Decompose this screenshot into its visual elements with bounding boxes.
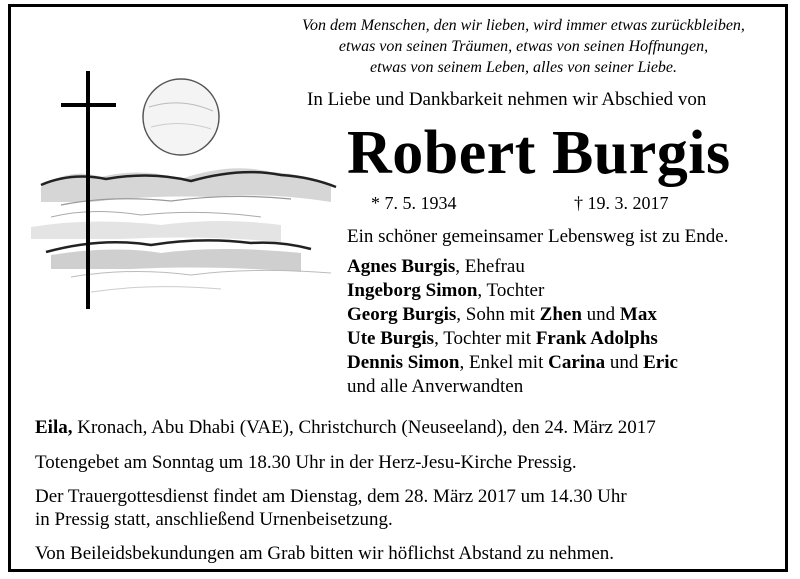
deceased-name: Robert Burgis: [347, 119, 731, 187]
mourner-others: und alle Anverwandten: [347, 376, 524, 397]
sun-sketch: [143, 79, 219, 155]
lifeline-text: Ein schöner gemeinsamer Lebensweg ist zu Ende.: [347, 226, 729, 247]
mourner-georg: Georg Burgis, Sohn mit Zhen und Max: [347, 304, 657, 325]
landscape-artwork: [31, 67, 351, 317]
mourner-ingeborg: Ingeborg Simon, Tochter: [347, 280, 545, 301]
places-date-line: Eila, Kronach, Abu Dhabi (VAE), Christchurch (Neuseeland), den 24. März 2017: [35, 417, 656, 438]
condolence-request: Von Beileidsbekundungen am Grab bitten wir höflichst Abstand zu nehmen.: [35, 543, 615, 564]
mourners-list: [347, 255, 678, 399]
poem-line-1: Von dem Menschen, den wir lieben, wird immer etwas zurückbleiben,: [302, 17, 745, 34]
mountain-landscape-sketch: [31, 168, 336, 292]
intro-line: In Liebe und Dankbarkeit nehmen wir Abschied von: [307, 89, 707, 110]
birth-date: * 7. 5. 1934: [371, 193, 457, 213]
prayer-info: Totengebet am Sonntag um 18.30 Uhr in der Herz-Jesu-Kirche Pressig.: [35, 452, 577, 473]
service-info: [35, 485, 627, 531]
mourner-dennis: Dennis Simon, Enkel mit Carina und Eric: [347, 352, 678, 373]
poem-line-3: etwas von seinem Leben, alles von seiner Liebe.: [369, 59, 678, 76]
mourner-ute: Ute Burgis, Tochter mit Frank Adolphs: [347, 328, 658, 349]
poem: [261, 15, 786, 78]
obituary-notice: [8, 4, 788, 572]
poem-line-2: etwas von seinen Träumen, etwas von seinen Hoffnungen,: [338, 38, 709, 55]
mourner-agnes: Agnes Burgis, Ehefrau: [347, 256, 525, 277]
service-line-1: Der Trauergottesdienst findet am Dienstag, dem 28. März 2017 um 14.30 Uhr: [35, 486, 627, 507]
service-line-2: in Pressig statt, anschließend Urnenbeisetzung.: [35, 509, 393, 530]
death-date: † 19. 3. 2017: [574, 193, 669, 213]
